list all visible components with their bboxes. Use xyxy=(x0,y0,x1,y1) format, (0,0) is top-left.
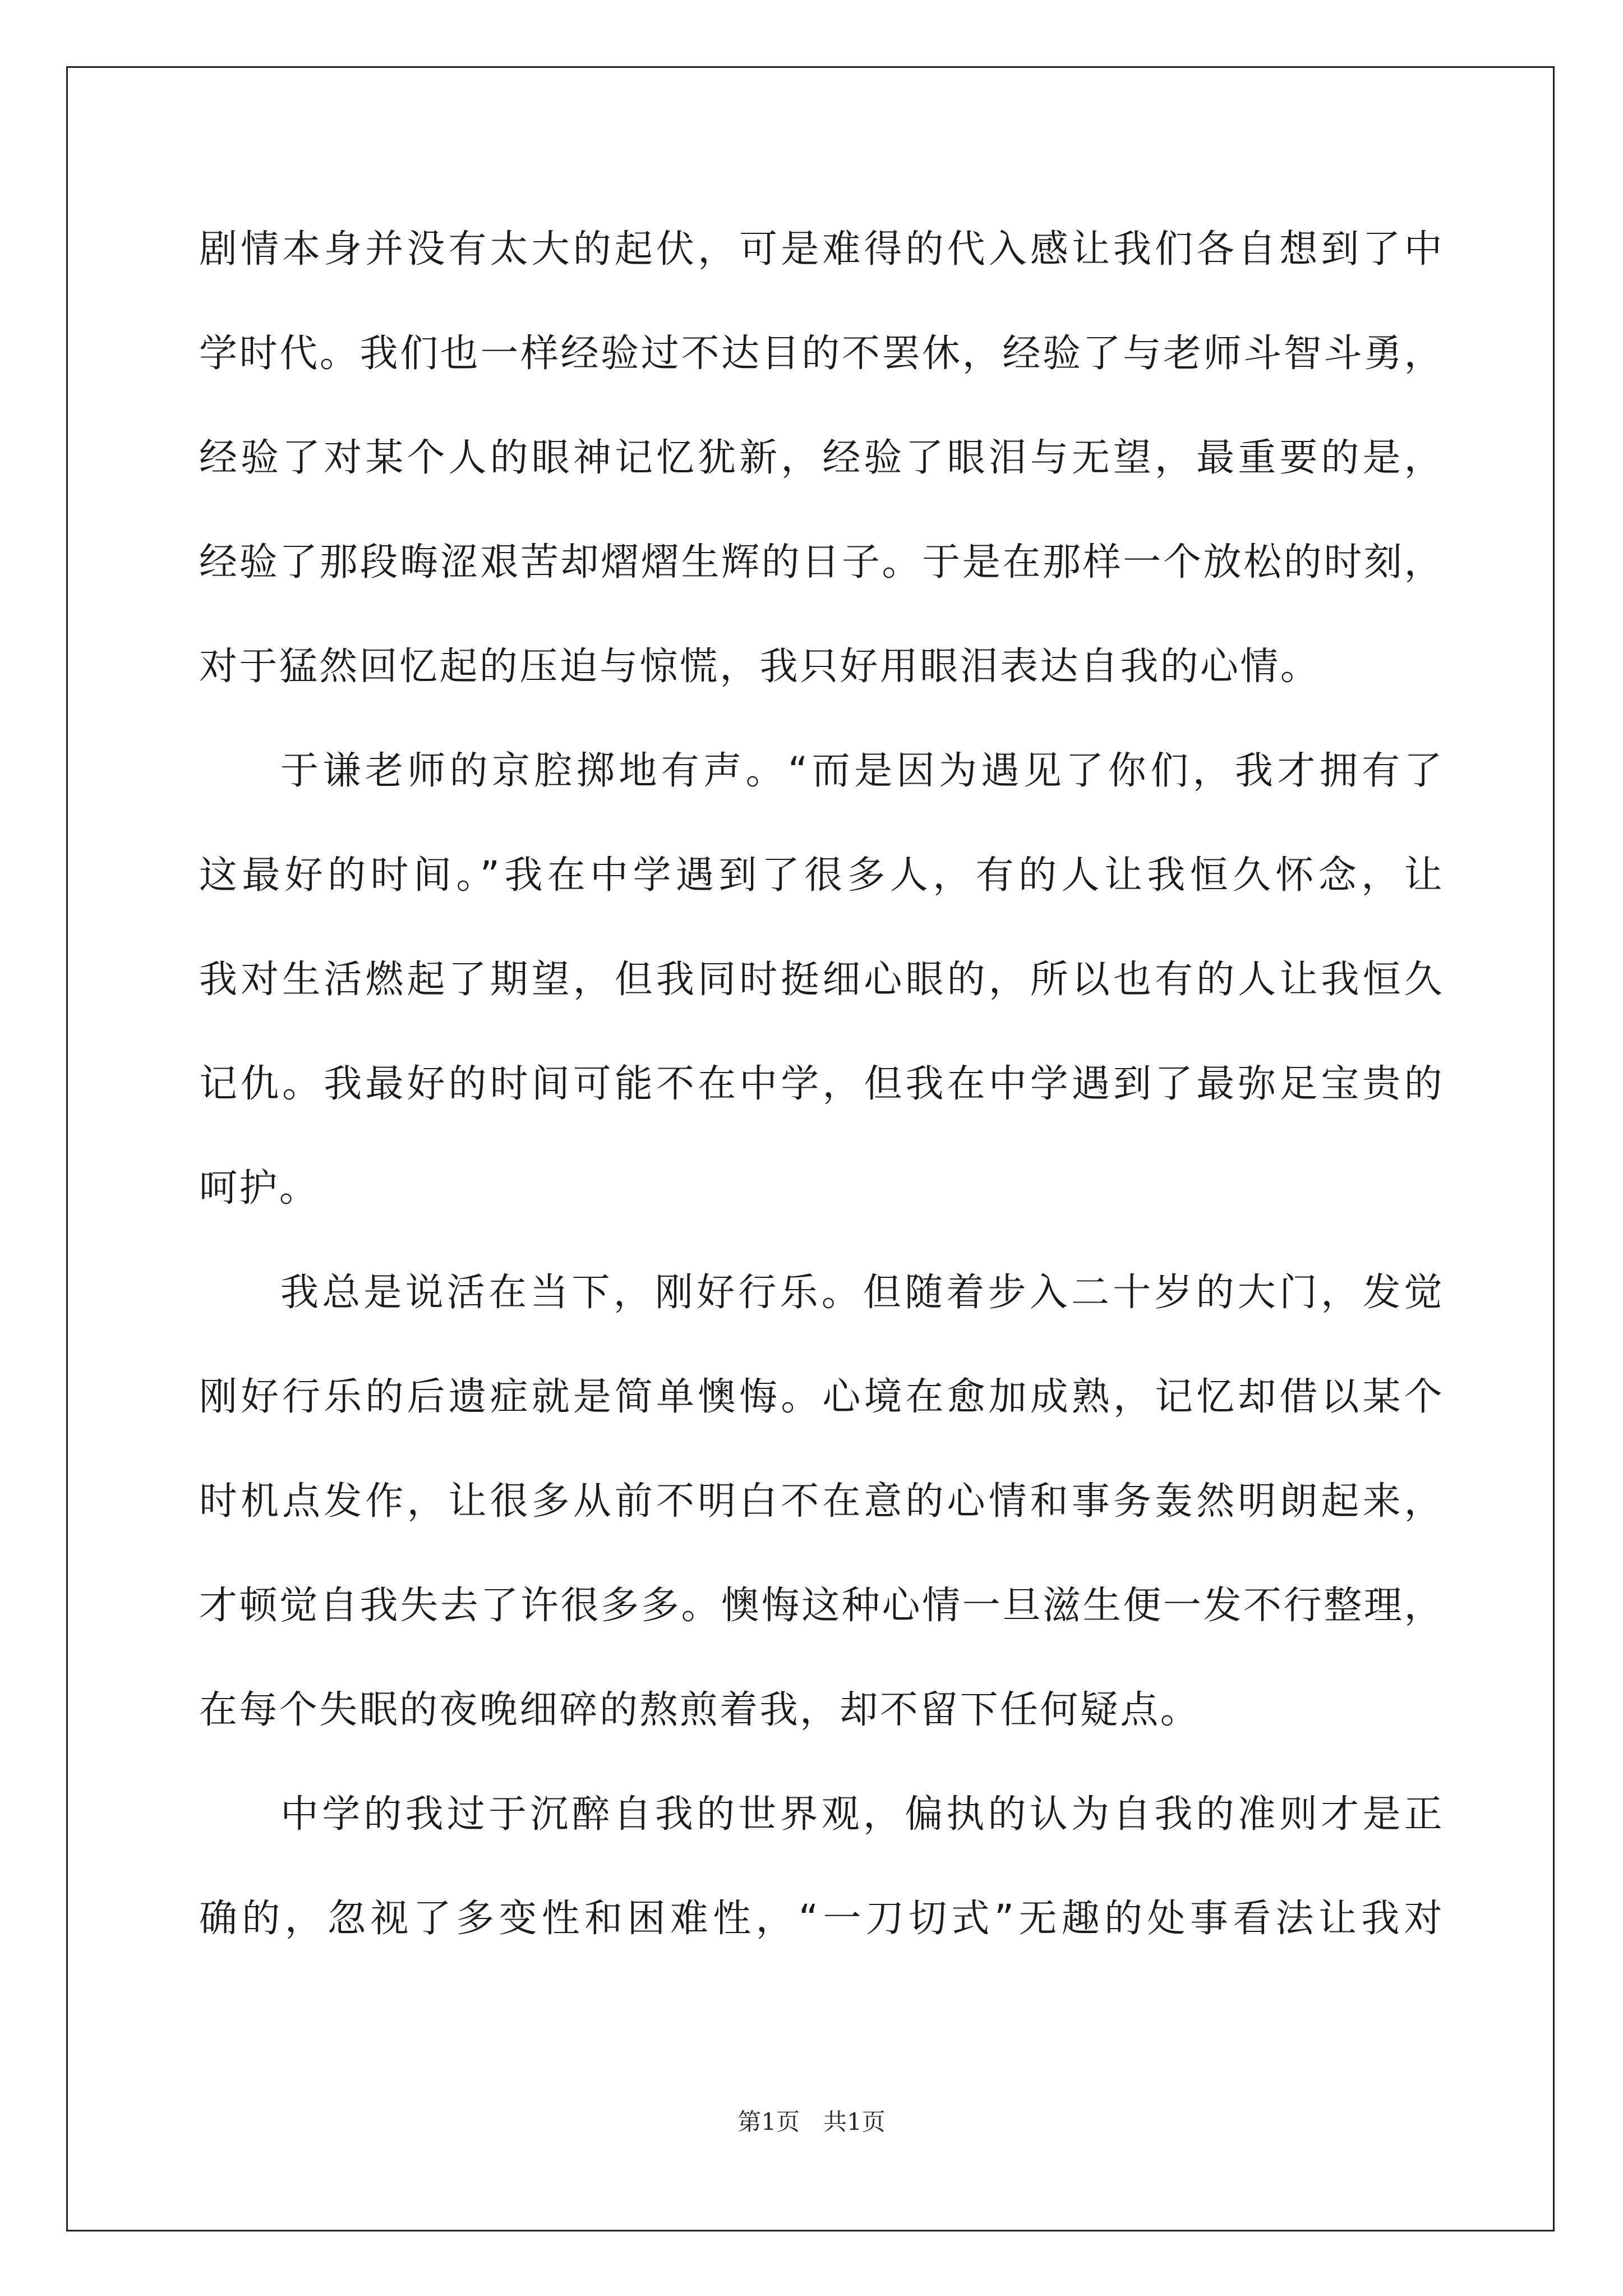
paragraph-line: 我总是说活在当下，刚好行乐。但随着步入二十岁的大门，发觉 xyxy=(280,1271,1444,1315)
paragraph-line: 于谦老师的京腔掷地有声。“而是因为遇见了你们，我才拥有了 xyxy=(280,749,1444,793)
paragraph-line: 才顿觉自我失去了许很多多。懊悔这种心情一旦滋生便一发不行整理， xyxy=(199,1584,1444,1628)
paragraph-line: 时机点发作，让很多从前不明白不在意的心情和事务轰然明朗起来， xyxy=(199,1479,1444,1524)
paragraph-line: 经验了对某个人的眼神记忆犹新，经验了眼泪与无望，最重要的是， xyxy=(199,436,1444,480)
paragraph-line: 对于猛然回忆起的压迫与惊慌，我只好用眼泪表达自我的心情。 xyxy=(199,645,1321,689)
paragraph-line: 记仇。我最好的时间可能不在中学，但我在中学遇到了最弥足宝贵的 xyxy=(199,1062,1444,1106)
page-number-footer: 第1页 共1页 xyxy=(737,2108,886,2136)
paragraph-line: 呵护。 xyxy=(199,1166,320,1211)
paragraph-line: 经验了那段晦涩艰苦却熠熠生辉的日子。于是在那样一个放松的时刻， xyxy=(199,540,1444,585)
paragraph-line: 我对生活燃起了期望，但我同时挺细心眼的，所以也有的人让我恒久 xyxy=(199,958,1444,1002)
paragraph-line: 学时代。我们也一样经验过不达目的不罢休，经验了与老师斗智斗勇， xyxy=(199,332,1444,376)
paragraph-line: 这最好的时间。”我在中学遇到了很多人，有的人让我恒久怀念，让 xyxy=(199,853,1444,898)
paragraph-line: 剧情本身并没有太大的起伏，可是难得的代入感让我们各自想到了中 xyxy=(199,227,1444,272)
paragraph-line: 中学的我过于沉醉自我的世界观，偏执的认为自我的准则才是正 xyxy=(280,1792,1444,1837)
paragraph-line: 在每个失眠的夜晚细碎的熬煎着我，却不留下任何疑点。 xyxy=(199,1688,1201,1732)
paragraph-line: 刚好行乐的后遗症就是简单懊悔。心境在愈加成熟，记忆却借以某个 xyxy=(199,1375,1444,1419)
paragraph-line: 确的，忽视了多变性和困难性，“一刀切式”无趣的处事看法让我对 xyxy=(199,1897,1444,1941)
